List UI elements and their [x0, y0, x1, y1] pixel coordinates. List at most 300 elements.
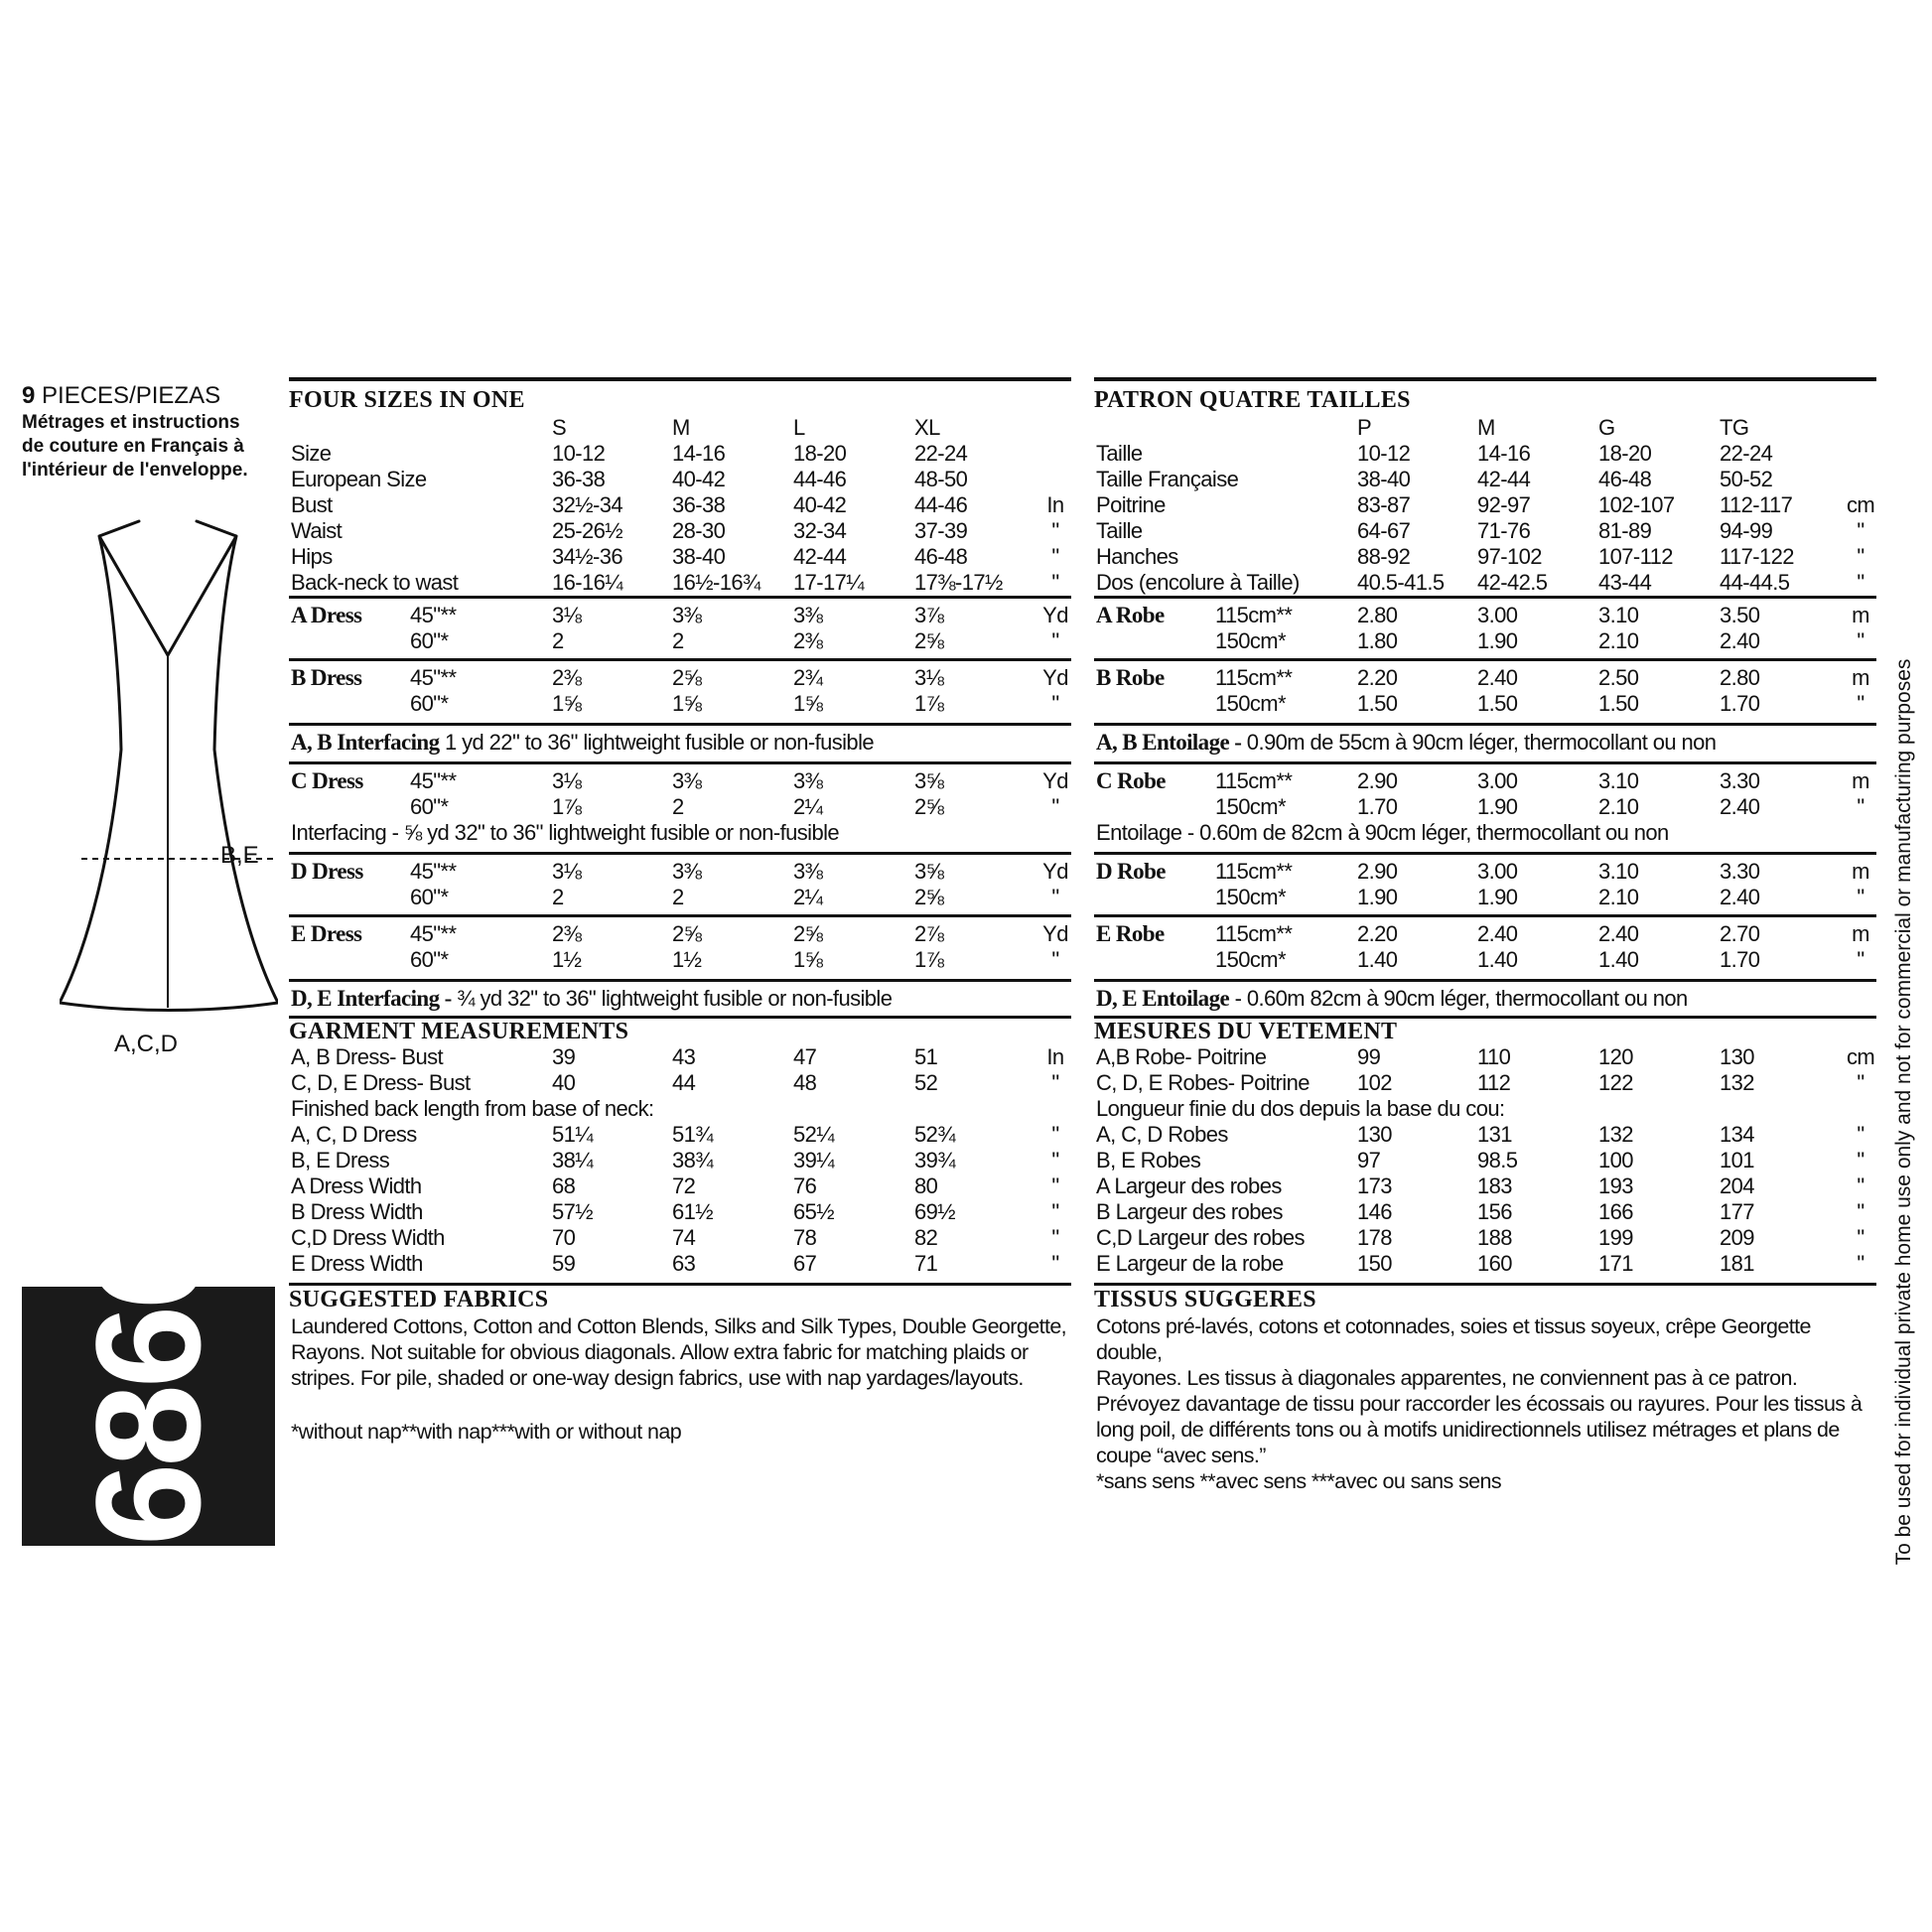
cell-size-1: 2.20: [1357, 921, 1398, 946]
cell-size-2: 2: [672, 628, 684, 653]
cell-size-4: 117-122: [1720, 544, 1794, 569]
cell-size-3: 47: [793, 1044, 817, 1069]
cell-size-2: 61½: [672, 1199, 714, 1224]
garment-row: [289, 1070, 1071, 1096]
cell-size-3: 3⅜: [793, 859, 823, 884]
fabrics-title: SUGGESTED FABRICS: [289, 1287, 549, 1312]
fabrics-line: stripes. For pile, shaded or one-way design fabrics, use with nap yardages/layouts.: [291, 1366, 1024, 1390]
cell-size-3: 44-46: [793, 467, 847, 491]
pattern-number-block: [22, 1230, 275, 1546]
cell-size-1: 173: [1357, 1173, 1392, 1198]
garment-row: [289, 1148, 1071, 1173]
fabrics-line: Cotons pré-lavés, cotons et cotonnades, soies et tissus soyeux, crêpe Georgette double,: [1096, 1314, 1811, 1364]
unit-label: Yd: [1042, 603, 1068, 627]
cell-size-4: 2⅞: [914, 921, 944, 946]
c-interfacing-line: Interfacing - ⅝ yd 32" to 36" lightweight fusible or non-fusible: [291, 820, 840, 845]
label-be-text: B,E: [220, 842, 259, 869]
fabric-width: 45"**: [410, 603, 457, 627]
cell-size-3: 102-107: [1598, 492, 1675, 517]
chart-title: PATRON QUATRE TAILLES: [1094, 387, 1411, 413]
cell-size-3: 2¼: [793, 794, 823, 819]
unit-label: Yd: [1042, 665, 1068, 690]
fabrics-line: Prévoyez davantage de tissu pour raccorder les écossais ou rayures. Pour les tissus à: [1096, 1392, 1863, 1416]
fabric-width: 60"*: [410, 628, 449, 653]
cell-size-2: M: [1477, 415, 1495, 440]
garment-title: GARMENT MEASUREMENTS: [289, 1019, 629, 1044]
cell-size-3: 43-44: [1598, 570, 1652, 595]
cell-size-4: 37-39: [914, 518, 968, 543]
cell-size-1: 150: [1357, 1251, 1392, 1276]
cell-size-4: 1.70: [1720, 691, 1760, 716]
garment-row: [1094, 1199, 1876, 1225]
view-d-yardage-row: [1094, 885, 1876, 910]
fabric-width: 115cm**: [1215, 921, 1293, 946]
cell-size-3: 171: [1598, 1251, 1633, 1276]
view-name: B Dress: [291, 665, 362, 690]
cell-size-1: 1.50: [1357, 691, 1398, 716]
cell-size-3: 132: [1598, 1122, 1633, 1147]
view-a-yardage-row: [1094, 603, 1876, 628]
cell-size-1: 178: [1357, 1225, 1392, 1250]
cell-size-1: 34½-36: [552, 544, 623, 569]
view-c-yardage-row: [289, 794, 1071, 820]
chart-french: [1094, 377, 1876, 1494]
cell-size-1: 130: [1357, 1122, 1392, 1147]
view-name: A Robe: [1096, 603, 1165, 627]
cell-size-2: 1.90: [1477, 794, 1518, 819]
cell-size-4: 44-46: [914, 492, 968, 517]
cell-size-3: 166: [1598, 1199, 1633, 1224]
cell-size-3: 2¼: [793, 885, 823, 909]
cell-size-3: 3⅜: [793, 603, 823, 627]
cell-size-2: 183: [1477, 1173, 1512, 1198]
cell-size-3: 193: [1598, 1173, 1633, 1198]
fabric-width: 150cm*: [1215, 691, 1286, 716]
view-d-yardage-row: [289, 885, 1071, 910]
cell-size-4: 51: [914, 1044, 938, 1069]
garment-row: [289, 1044, 1071, 1070]
fabrics-line: Laundered Cottons, Cotton and Cotton Blends, Silks and Silk Types, Double Georgette,: [291, 1314, 1067, 1338]
cell-size-2: 51¾: [672, 1122, 714, 1147]
view-name: D Dress: [291, 859, 363, 884]
finished-length-label: Longueur finie du dos depuis la base du cou:: [1096, 1096, 1505, 1121]
de-interfacing-text: - 0.60m 82cm à 90cm léger, thermocollant ou non: [1229, 986, 1688, 1011]
cell-size-1: 40: [552, 1070, 576, 1095]
body-measurement-row: [1094, 544, 1876, 570]
cell-size-2: 2.40: [1477, 665, 1518, 690]
cell-size-4: 3.30: [1720, 768, 1760, 793]
cell-size-1: 36-38: [552, 467, 606, 491]
pattern-number: 6866: [65, 1230, 231, 1546]
body-measurement-row: [289, 467, 1071, 492]
cell-size-1: 40.5-41.5: [1357, 570, 1445, 595]
cell-size-3: 2.40: [1598, 921, 1639, 946]
cell-size-3: 199: [1598, 1225, 1633, 1250]
fabric-width: 45"**: [410, 921, 457, 946]
cell-size-4: 22-24: [1720, 441, 1773, 466]
de-interfacing-line: [1094, 986, 1876, 1012]
fabric-width: 115cm**: [1215, 665, 1293, 690]
cell-size-1: 1.80: [1357, 628, 1398, 653]
cell-size-1: 102: [1357, 1070, 1392, 1095]
left-column: [22, 381, 280, 483]
cell-size-3: 17-17¼: [793, 570, 865, 595]
view-b-yardage-row: [289, 665, 1071, 691]
view-name: B Robe: [1096, 665, 1165, 690]
fabric-width: 115cm**: [1215, 859, 1293, 884]
cell-size-1: 64-67: [1357, 518, 1411, 543]
cell-size-2: 38¾: [672, 1148, 714, 1173]
cell-size-4: 112-117: [1720, 492, 1793, 517]
view-b-yardage-row: [289, 691, 1071, 717]
view-name: C Robe: [1096, 768, 1166, 793]
unit-label: ": [1857, 885, 1864, 909]
c-interfacing-line: Entoilage - 0.60m de 82cm à 90cm léger, thermocollant ou non: [1096, 820, 1669, 845]
cell-size-1: 2⅜: [552, 921, 582, 946]
unit-label: m: [1852, 859, 1869, 884]
row-label: European Size: [291, 467, 427, 491]
cell-size-2: 2: [672, 885, 684, 909]
cell-size-1: 68: [552, 1173, 576, 1198]
unit-label: ": [1051, 691, 1059, 716]
cell-size-4: 17⅜-17½: [914, 570, 1003, 595]
row-label: Taille Française: [1096, 467, 1239, 491]
cell-size-4: 130: [1720, 1044, 1754, 1069]
unit-label: ": [1857, 794, 1864, 819]
row-label: Size: [291, 441, 332, 466]
french-note-line: Métrages et instructions: [22, 412, 240, 433]
cell-size-4: TG: [1720, 415, 1749, 440]
unit-label: ": [1857, 1122, 1864, 1147]
fabrics-line: Rayones. Les tissus à diagonales apparentes, ne conviennent pas à ce patron.: [1096, 1366, 1798, 1390]
unit-label: ": [1857, 1148, 1864, 1173]
row-label: C,D Dress Width: [291, 1225, 445, 1250]
unit-label: Yd: [1042, 859, 1068, 884]
row-label: Dos (encolure à Taille): [1096, 570, 1300, 595]
cell-size-4: 3⅞: [914, 603, 944, 627]
view-name: D Robe: [1096, 859, 1166, 884]
unit-label: In: [1046, 1044, 1064, 1069]
cell-size-2: 74: [672, 1225, 696, 1250]
cell-size-4: 48-50: [914, 467, 968, 491]
cell-size-2: 42-44: [1477, 467, 1531, 491]
cell-size-2: 1.50: [1477, 691, 1518, 716]
row-label: Hanches: [1096, 544, 1178, 569]
cell-size-2: 14-16: [672, 441, 726, 466]
cell-size-3: 1⅝: [793, 947, 823, 972]
cell-size-4: 2.80: [1720, 665, 1760, 690]
fabrics-line: long poil, de différents tons ou à motifs unidirectionnels utilisez métrages et plans de: [1096, 1418, 1840, 1442]
cell-size-4: 2⅝: [914, 885, 944, 909]
unit-label: ": [1857, 1173, 1864, 1198]
view-name: A Dress: [291, 603, 362, 627]
body-measurement-row: [1094, 518, 1876, 544]
disclaimer-text: To be used for individual private home use only and not for commercial or manufacturing purposes: [1892, 658, 1915, 1566]
cell-size-2: 3⅜: [672, 768, 702, 793]
pieces-count: [22, 381, 280, 411]
cell-size-2: 3⅜: [672, 859, 702, 884]
garment-row: [1094, 1173, 1876, 1199]
body-measurement-row: [289, 518, 1071, 544]
label-acd-text: A,C,D: [114, 1031, 179, 1057]
cell-size-4: 1⅞: [914, 691, 944, 716]
unit-label: m: [1852, 603, 1869, 627]
view-e-yardage-row: [289, 921, 1071, 947]
ab-interfacing-label: A, B Interfacing: [291, 730, 440, 755]
unit-label: ": [1051, 1148, 1059, 1173]
cell-size-4: 22-24: [914, 441, 968, 466]
unit-label: ": [1857, 544, 1864, 569]
body-measurement-row: [289, 544, 1071, 570]
row-label: C, D, E Robes- Poitrine: [1096, 1070, 1310, 1095]
cell-size-1: 1.90: [1357, 885, 1398, 909]
fabric-width: 60"*: [410, 691, 449, 716]
view-name: E Robe: [1096, 921, 1165, 946]
cell-size-2: 2: [672, 794, 684, 819]
garment-row: [289, 1122, 1071, 1148]
pieces-number: 9: [22, 382, 36, 409]
row-label: C,D Largeur des robes: [1096, 1225, 1305, 1250]
cell-size-3: 122: [1598, 1070, 1633, 1095]
unit-label: ": [1051, 570, 1059, 595]
body-measurement-row: [289, 492, 1071, 518]
ab-interfacing-text: 0.90m de 55cm à 90cm léger, thermocollant ou non: [1241, 730, 1717, 755]
view-d-yardage-row: [1094, 859, 1876, 885]
cell-size-1: 38¼: [552, 1148, 594, 1173]
cell-size-2: 38-40: [672, 544, 726, 569]
row-label: Hips: [291, 544, 333, 569]
dress-illustration: [60, 516, 278, 1033]
french-note-line: de couture en Français à: [22, 436, 244, 457]
cell-size-4: 3⅝: [914, 859, 944, 884]
fabric-width: 150cm*: [1215, 885, 1286, 909]
cell-size-4: 80: [914, 1173, 938, 1198]
cell-size-4: 44-44.5: [1720, 570, 1790, 595]
cell-size-2: 160: [1477, 1251, 1512, 1276]
row-label: B Dress Width: [291, 1199, 423, 1224]
cell-size-4: 52: [914, 1070, 938, 1095]
garment-row: [1094, 1148, 1876, 1173]
cell-size-1: 10-12: [1357, 441, 1411, 466]
cell-size-1: 32½-34: [552, 492, 623, 517]
unit-label: ": [1051, 885, 1059, 909]
row-label: C, D, E Dress- Bust: [291, 1070, 471, 1095]
chart-title: FOUR SIZES IN ONE: [289, 387, 525, 413]
garment-row: [289, 1251, 1071, 1277]
view-d-yardage-row: [289, 859, 1071, 885]
cell-size-1: 59: [552, 1251, 576, 1276]
cell-size-2: 188: [1477, 1225, 1512, 1250]
fabric-width: 115cm**: [1215, 603, 1293, 627]
cell-size-4: 82: [914, 1225, 938, 1250]
garment-row: [289, 1173, 1071, 1199]
footnote: *without nap**with nap***with or without nap: [291, 1420, 682, 1444]
cell-size-1: S: [552, 415, 567, 440]
unit-label: cm: [1847, 492, 1875, 517]
cell-size-3: 100: [1598, 1148, 1633, 1173]
garment-row: [1094, 1225, 1876, 1251]
cell-size-2: 131: [1477, 1122, 1512, 1147]
cell-size-4: 3.30: [1720, 859, 1760, 884]
unit-label: Yd: [1042, 768, 1068, 793]
cell-size-1: 10-12: [552, 441, 606, 466]
cell-size-2: 1.40: [1477, 947, 1518, 972]
row-label: E Largeur de la robe: [1096, 1251, 1284, 1276]
cell-size-2: 43: [672, 1044, 696, 1069]
row-label: A Largeur des robes: [1096, 1173, 1282, 1198]
french-note-line: l'intérieur de l'enveloppe.: [22, 460, 248, 481]
cell-size-1: 99: [1357, 1044, 1381, 1069]
unit-label: ": [1051, 1173, 1059, 1198]
cell-size-2: 71-76: [1477, 518, 1531, 543]
cell-size-3: 52¼: [793, 1122, 835, 1147]
unit-label: ": [1857, 1225, 1864, 1250]
cell-size-1: 3⅛: [552, 603, 582, 627]
cell-size-1: 16-16¼: [552, 570, 623, 595]
row-label: Back-neck to wast: [291, 570, 459, 595]
garment-row: [289, 1225, 1071, 1251]
cell-size-1: 3⅛: [552, 768, 582, 793]
row-label: Taille: [1096, 441, 1143, 466]
unit-label: ": [1051, 518, 1059, 543]
ab-interfacing-text: 1 yd 22" to 36" lightweight fusible or non-fusible: [439, 730, 874, 755]
cell-size-3: 3⅜: [793, 768, 823, 793]
cell-size-4: XL: [914, 415, 940, 440]
view-e-yardage-row: [1094, 921, 1876, 947]
cell-size-1: 2: [552, 885, 564, 909]
cell-size-1: 57½: [552, 1199, 594, 1224]
cell-size-3: 2.10: [1598, 885, 1639, 909]
fabric-width: 45"**: [410, 665, 457, 690]
unit-label: ": [1051, 794, 1059, 819]
cell-size-2: 1.90: [1477, 628, 1518, 653]
fabric-width: 115cm**: [1215, 768, 1293, 793]
cell-size-2: 14-16: [1477, 441, 1531, 466]
unit-label: ": [1051, 947, 1059, 972]
cell-size-2: 63: [672, 1251, 696, 1276]
cell-size-3: 1.40: [1598, 947, 1639, 972]
view-name: C Dress: [291, 768, 363, 793]
cell-size-3: 81-89: [1598, 518, 1652, 543]
unit-label: ": [1857, 570, 1864, 595]
cell-size-3: 65½: [793, 1199, 835, 1224]
row-label: A Dress Width: [291, 1173, 422, 1198]
cell-size-1: P: [1357, 415, 1372, 440]
cell-size-3: 3.10: [1598, 859, 1639, 884]
cell-size-2: 110: [1477, 1044, 1511, 1069]
cell-size-2: 1.90: [1477, 885, 1518, 909]
cell-size-3: 18-20: [1598, 441, 1652, 466]
size-header-row: [289, 415, 1071, 441]
fabric-width: 150cm*: [1215, 947, 1286, 972]
garment-row: [289, 1199, 1071, 1225]
unit-label: ": [1857, 1070, 1864, 1095]
cell-size-3: 2.10: [1598, 794, 1639, 819]
body-measurement-row: [289, 441, 1071, 467]
cell-size-4: 94-99: [1720, 518, 1773, 543]
row-label: B, E Robes: [1096, 1148, 1201, 1173]
unit-label: ": [1857, 518, 1864, 543]
finished-length-label: Finished back length from base of neck:: [291, 1096, 654, 1121]
cell-size-1: 88-92: [1357, 544, 1411, 569]
cell-size-4: 209: [1720, 1225, 1754, 1250]
view-c-yardage-row: [289, 768, 1071, 794]
cell-size-1: 2⅜: [552, 665, 582, 690]
cell-size-2: 2⅝: [672, 921, 702, 946]
cell-size-3: 3.10: [1598, 603, 1639, 627]
cell-size-4: 2.70: [1720, 921, 1760, 946]
fabric-width: 150cm*: [1215, 628, 1286, 653]
cell-size-1: 51¼: [552, 1122, 594, 1147]
ab-interfacing-line: [1094, 730, 1876, 756]
cell-size-2: 3.00: [1477, 859, 1518, 884]
cell-size-1: 1.70: [1357, 794, 1398, 819]
cell-size-2: 98.5: [1477, 1148, 1518, 1173]
de-interfacing-label: D, E Interfacing -: [291, 986, 452, 1011]
cell-size-3: 2.10: [1598, 628, 1639, 653]
cell-size-3: 18-20: [793, 441, 847, 466]
fabric-width: 60"*: [410, 947, 449, 972]
cell-size-1: 83-87: [1357, 492, 1411, 517]
view-c-yardage-row: [1094, 794, 1876, 820]
view-c-yardage-row: [1094, 768, 1876, 794]
cell-size-2: 3⅜: [672, 603, 702, 627]
cell-size-3: 2⅜: [793, 628, 823, 653]
cell-size-2: 92-97: [1477, 492, 1531, 517]
cell-size-4: 3⅝: [914, 768, 944, 793]
cell-size-1: 38-40: [1357, 467, 1411, 491]
unit-label: ": [1051, 544, 1059, 569]
row-label: A, B Dress- Bust: [291, 1044, 443, 1069]
cell-size-3: 2¾: [793, 665, 823, 690]
body-measurement-row: [1094, 492, 1876, 518]
cell-size-3: 107-112: [1598, 544, 1673, 569]
cell-size-2: 3.00: [1477, 768, 1518, 793]
cell-size-3: L: [793, 415, 805, 440]
garment-row: [1094, 1251, 1876, 1277]
fabrics-title: TISSUS SUGGERES: [1094, 1287, 1316, 1312]
cell-size-4: 181: [1720, 1251, 1754, 1276]
cell-size-1: 2.80: [1357, 603, 1398, 627]
cell-size-4: 71: [914, 1251, 938, 1276]
cell-size-4: 2.40: [1720, 885, 1760, 909]
unit-label: m: [1852, 921, 1869, 946]
cell-size-3: 3.10: [1598, 768, 1639, 793]
cell-size-1: 2.20: [1357, 665, 1398, 690]
cell-size-4: 46-48: [914, 544, 968, 569]
cell-size-2: 1⅝: [672, 691, 702, 716]
cell-size-3: 1⅝: [793, 691, 823, 716]
cell-size-1: 1⅞: [552, 794, 582, 819]
cell-size-4: 52¾: [914, 1122, 956, 1147]
row-label: Poitrine: [1096, 492, 1166, 517]
cell-size-4: 101: [1720, 1148, 1754, 1173]
cell-size-1: 25-26½: [552, 518, 623, 543]
cell-size-4: 1⅞: [914, 947, 944, 972]
cell-size-3: 2⅝: [793, 921, 823, 946]
cell-size-4: 2⅝: [914, 628, 944, 653]
cell-size-4: 2⅝: [914, 794, 944, 819]
cell-size-2: 2⅝: [672, 665, 702, 690]
pieces-label: PIECES/PIEZAS: [42, 382, 221, 409]
unit-label: In: [1046, 492, 1064, 517]
unit-label: ": [1857, 691, 1864, 716]
cell-size-1: 97: [1357, 1148, 1381, 1173]
cell-size-3: G: [1598, 415, 1615, 440]
cell-size-4: 132: [1720, 1070, 1754, 1095]
unit-label: ": [1857, 1251, 1864, 1276]
cell-size-1: 1.40: [1357, 947, 1398, 972]
